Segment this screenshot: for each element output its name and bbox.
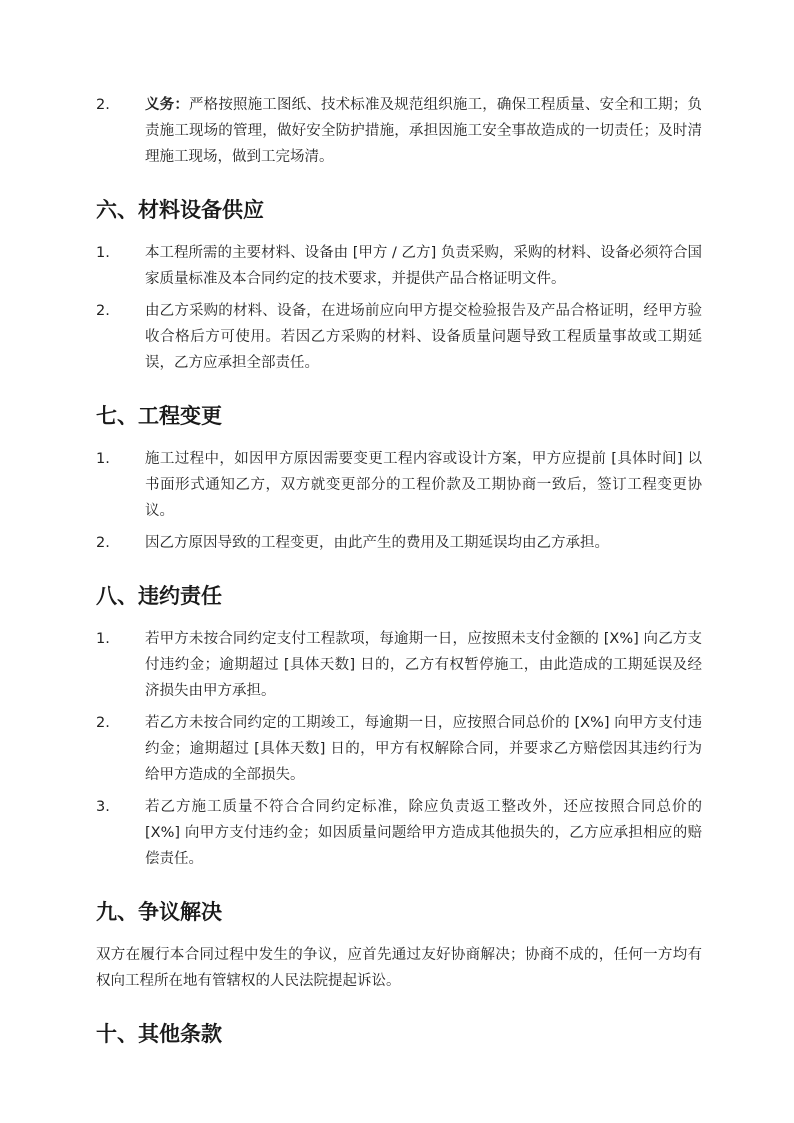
paragraph: 双方在履行本合同过程中发生的争议，应首先通过友好协商解决；协商不成的，任何一方均有权向工程所在地有管辖权的人民法院提起诉讼。 [96,947,702,989]
item-number: 1. [96,245,110,261]
item-text [145,92,702,170]
list-item [96,298,702,376]
item-text: 由乙方采购的材料、设备，在进场前应向甲方提交检验报告及产品合格证明，经甲方验收合格后方可使用。若因乙方采购的材料、设备质量问题导致工程质量事故或工期延误，乙方应承担全部责任。 [145,303,702,371]
item-text: 若甲方未按合同约定支付工程款项，每逾期一日，应按照未支付金额的 [X%] 向乙方支付违约金；逾期超过 [具体天数] 日的，乙方有权暂停施工，由此造成的工期延误及经济损失由甲方承担。 [145,631,702,699]
document-page [96,92,702,1049]
list-item [96,626,702,704]
section-heading-7: 七、工程变更 [96,404,222,428]
list-item [96,530,702,556]
item-text: 本工程所需的主要材料、设备由 [甲方 / 乙方] 负责采购，采购的材料、设备必须符合国家质量标准及本合同约定的技术要求，并提供产品合格证明文件。 [145,245,702,287]
item-number: 2. [96,715,110,731]
item-text: 若乙方未按合同约定的工期竣工，每逾期一日，应按照合同总价的 [X%] 向甲方支付违约金；逾期超过 [具体天数] 日的，甲方有权解除合同，并要求乙方赔偿因其违约行为给甲方造成的全部损失。 [145,715,702,783]
item-number: 3. [96,799,110,815]
item-label: 义务： [145,97,189,113]
item-text: 若乙方施工质量不符合合同约定标准，除应负责返工整改外，还应按照合同总价的 [X%] 向甲方支付违约金；如因质量问题给甲方造成其他损失的，乙方应承担相应的赔偿责任。 [145,799,702,867]
item-text: 施工过程中，如因甲方原因需要变更工程内容或设计方案，甲方应提前 [具体时间] 以书面形式通知乙方，双方就变更部分的工程价款及工期协商一致后，签订工程变更协议。 [145,451,702,519]
list-item [96,446,702,524]
item-body: 严格按照施工图纸、技术标准及规范组织施工，确保工程质量、安全和工期；负责施工现场的管理，做好安全防护措施，承担因施工安全事故造成的一切责任；及时清理施工现场，做到工完场清。 [145,97,703,165]
section-heading-9: 九、争议解决 [96,900,222,924]
item-number: 2. [96,97,110,113]
item-number: 2. [96,303,110,319]
section-heading-6: 六、材料设备供应 [96,198,264,222]
list-item [96,794,702,872]
item-number: 1. [96,451,110,467]
item-text: 因乙方原因导致的工程变更，由此产生的费用及工期延误均由乙方承担。 [145,535,609,551]
section-heading-8: 八、违约责任 [96,584,222,608]
item-number: 1. [96,631,110,647]
item-number: 2. [96,535,110,551]
section-heading-10: 十、其他条款 [96,1022,222,1046]
list-item [96,92,702,170]
list-item [96,240,702,292]
list-item [96,710,702,788]
